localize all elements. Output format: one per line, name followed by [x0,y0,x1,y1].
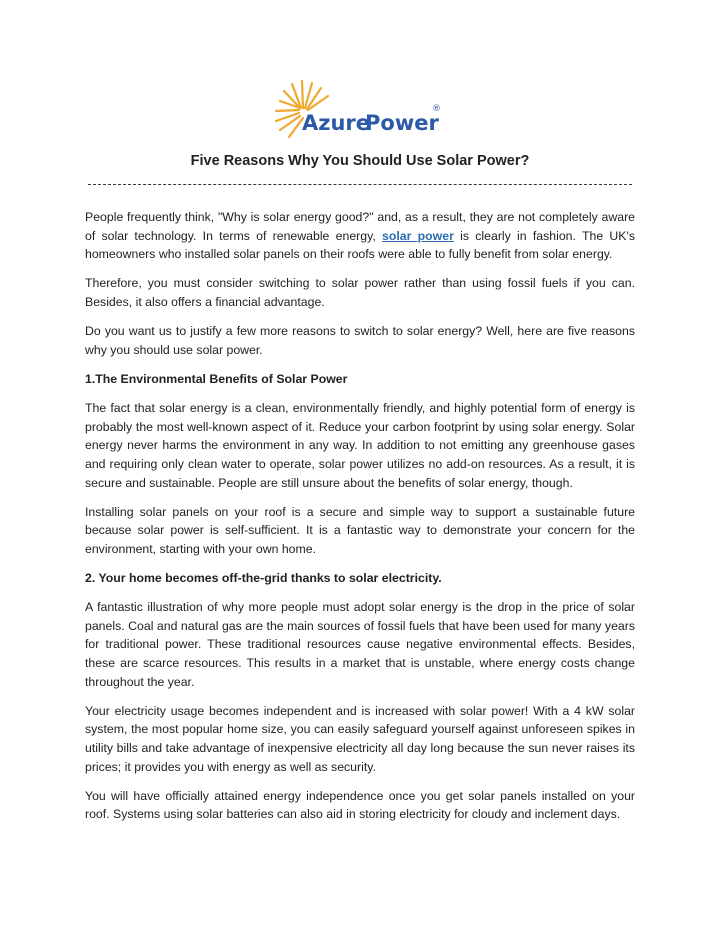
section-1-paragraph-1: The fact that solar energy is a clean, environmentally friendly, and highly potential form of energy is probably the most well-known aspect of it. Reduce your carbon footprint by using solar energy. Solar energy never harms the environment in any way. In addition to not emitting any greenhouse gases and requiring only clean water to operate, solar power utilizes no add-on resources. As a result, it is secure and sustainable. People are still unsure about the benefits of solar energy, though. [85,401,635,490]
section-1-paragraph-2: Installing solar panels on your roof is a secure and simple way to support a sustainable future because solar power is self-sufficient. It is a fantastic way to demonstrate your concern for the environment, starting with your own home. [85,504,635,556]
intro-text-before-link: People frequently think, "Why is solar energy good?" and, as a result, they are not completely aware of solar technology. In terms of renewable energy, [85,210,635,243]
brand-name-part2: Power [365,111,439,135]
section-2-paragraph-3: You will have officially attained energy independence once you get solar panels installed on your roof. Systems using solar batteries can also aid in storing electricity for cloudy and inclement days. [85,788,635,822]
brand-name-part1: Azure [302,111,371,135]
intro-paragraph-1 [85,208,635,264]
page-title: Five Reasons Why You Should Use Solar Power? [190,153,530,169]
divider [88,184,632,185]
intro-text-after-link: is clearly in fashion. The UK's homeowners who installed solar panels on their roofs were able to fully benefit from solar energy. [85,228,635,262]
intro-paragraph-3: Do you want us to justify a few more reasons to switch to solar energy? Well, here are five reasons why you should use solar power. [85,324,635,357]
section-1-heading: 1.The Environmental Benefits of Solar Power [85,371,348,386]
registered-mark: ® [432,104,441,114]
article-body [85,208,635,835]
azure-power-logo [270,78,450,148]
section-2-heading: 2. Your home becomes off-the-grid thanks to solar electricity. [85,571,442,586]
intro-paragraph-2: Therefore, you must consider switching to solar power rather than using fossil fuels if you can. Besides, it also offers a financial advantage. [85,276,635,309]
section-2-paragraph-1: A fantastic illustration of why more people must adopt solar energy is the drop in the price of solar panels. Coal and natural gas are the main sources of fossil fuels that have been used for many years for traditional power. These traditional resources cause negative environmental effects. Besides, these are scarce resources. This results in a market that is unstable, where energy costs change throughout the year. [85,600,635,689]
solar-power-link[interactable]: solar power [382,228,454,243]
section-2-paragraph-2: Your electricity usage becomes independent and is increased with solar power! With a 4 kW solar system, the most popular home size, you can easily safeguard yourself against unforeseen spikes in utility bills and take advantage of inexpensive electricity all day long because the sun never raises its prices; it provides you with energy as well as security. [85,703,635,774]
